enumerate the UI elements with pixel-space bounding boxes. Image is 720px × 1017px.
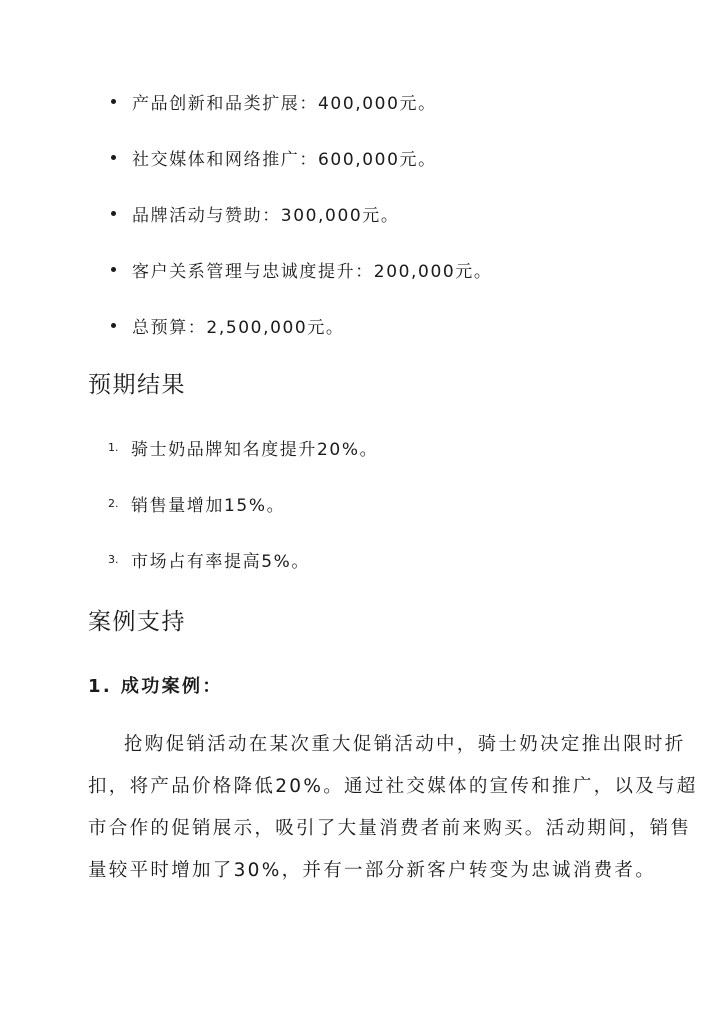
list-item-text: 市场占有率提高5%。	[131, 551, 310, 572]
list-item-text: 品牌活动与赞助：300,000元。	[132, 205, 400, 226]
bullet-icon	[111, 323, 116, 328]
bullet-icon	[111, 267, 116, 272]
list-item	[108, 490, 285, 516]
list-item	[111, 312, 345, 338]
section-heading-case-support: 案例支持	[88, 609, 186, 635]
list-item-text: 客户关系管理与忠诚度提升：200,000元。	[132, 261, 493, 282]
paragraph-line: 抢购促销活动在某次重大促销活动中，骑士奶决定推出限时折	[124, 734, 686, 755]
bullet-icon	[111, 99, 116, 104]
subheading-success-case: 1. 成功案例：	[88, 676, 223, 697]
list-item-text: 骑士奶品牌知名度提升20%。	[131, 439, 379, 460]
list-item-text: 总预算：2,500,000元。	[132, 317, 345, 338]
paragraph-line: 扣，将产品价格降低20%。通过社交媒体的宣传和推广，以及与超	[88, 776, 698, 797]
bullet-icon	[111, 211, 116, 216]
list-item	[108, 434, 378, 460]
list-number: 3.	[108, 552, 119, 566]
list-item-text: 产品创新和品类扩展：400,000元。	[132, 93, 437, 114]
list-item	[108, 546, 310, 572]
list-item	[111, 256, 493, 282]
list-item	[111, 200, 400, 226]
paragraph-line: 量较平时增加了30%，并有一部分新客户转变为忠诚消费者。	[88, 860, 657, 881]
section-heading-expected-results: 预期结果	[88, 372, 186, 398]
list-number: 1.	[108, 440, 119, 454]
list-item	[111, 144, 437, 170]
paragraph-line: 市合作的促销展示，吸引了大量消费者前来购买。活动期间，销售	[88, 818, 692, 839]
bullet-icon	[111, 155, 116, 160]
list-number: 2.	[108, 496, 119, 510]
list-item	[111, 88, 437, 114]
list-item-text: 销售量增加15%。	[131, 495, 286, 516]
list-item-text: 社交媒体和网络推广：600,000元。	[132, 149, 437, 170]
